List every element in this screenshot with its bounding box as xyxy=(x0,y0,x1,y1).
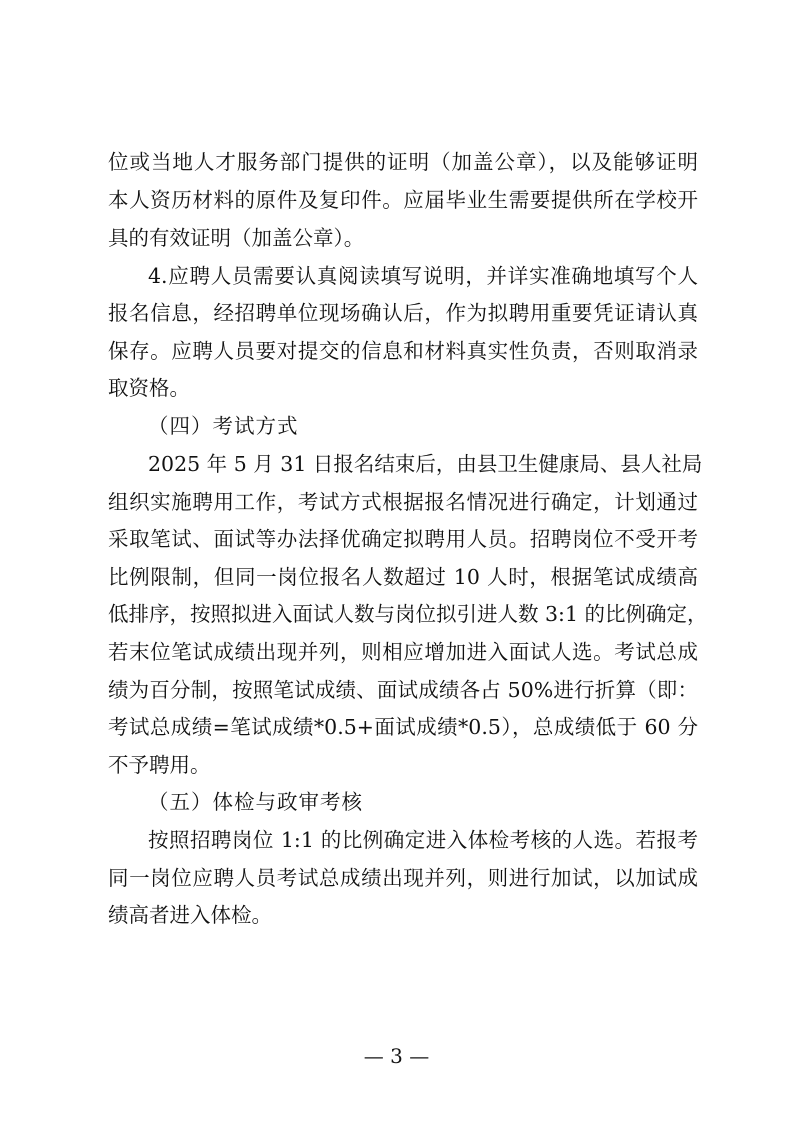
paragraph-line: 取资格。 xyxy=(108,376,190,400)
paragraph-line: 2025 年 5 月 31 日报名结束后，由县卫生健康局、县人社局 xyxy=(148,452,703,476)
paragraph-line: 低排序，按照拟进入面试人数与岗位拟引进人数 3:1 的比例确定， xyxy=(108,602,708,626)
paragraph-line: 考试总成绩=笔试成绩*0.5+面试成绩*0.5），总成绩低于 60 分 xyxy=(108,715,698,739)
paragraph-line: 绩高者进入体检。 xyxy=(108,903,272,927)
paragraph-line: 组织实施聘用工作，考试方式根据报名情况进行确定，计划通过 xyxy=(108,490,698,514)
paragraph-line: 保存。应聘人员要对提交的信息和材料真实性负责，否则取消录 xyxy=(108,339,698,363)
paragraph-line: 按照招聘岗位 1:1 的比例确定进入体检考核的人选。若报考 xyxy=(148,828,698,852)
section-heading: （五）体检与政审考核 xyxy=(148,790,363,814)
page-number: — 3 — xyxy=(363,1044,430,1068)
paragraph-line: 采取笔试、面试等办法择优确定拟聘用人员。招聘岗位不受开考 xyxy=(108,527,698,551)
paragraph-line: 具的有效证明（加盖公章）。 xyxy=(108,226,365,250)
paragraph-line: 同一岗位应聘人员考试总成绩出现并列，则进行加试，以加试成 xyxy=(108,866,698,890)
paragraph-line: 4.应聘人员需要认真阅读填写说明，并详实准确地填写个人 xyxy=(148,264,698,288)
paragraph-line: 本人资历材料的原件及复印件。应届毕业生需要提供所在学校开 xyxy=(108,188,698,212)
paragraph-line: 若末位笔试成绩出现并列，则相应增加进入面试人选。考试总成 xyxy=(108,640,698,664)
section-heading: （四）考试方式 xyxy=(148,414,299,438)
paragraph-line: 比例限制，但同一岗位报名人数超过 10 人时，根据笔试成绩高 xyxy=(108,565,698,589)
paragraph-line: 不予聘用。 xyxy=(108,753,211,777)
paragraph-line: 绩为百分制，按照笔试成绩、面试成绩各占 50%进行折算（即： xyxy=(108,678,698,702)
paragraph-line: 位或当地人才服务部门提供的证明（加盖公章），以及能够证明 xyxy=(108,150,698,174)
paragraph-line: 报名信息，经招聘单位现场确认后，作为拟聘用重要凭证请认真 xyxy=(108,301,698,325)
